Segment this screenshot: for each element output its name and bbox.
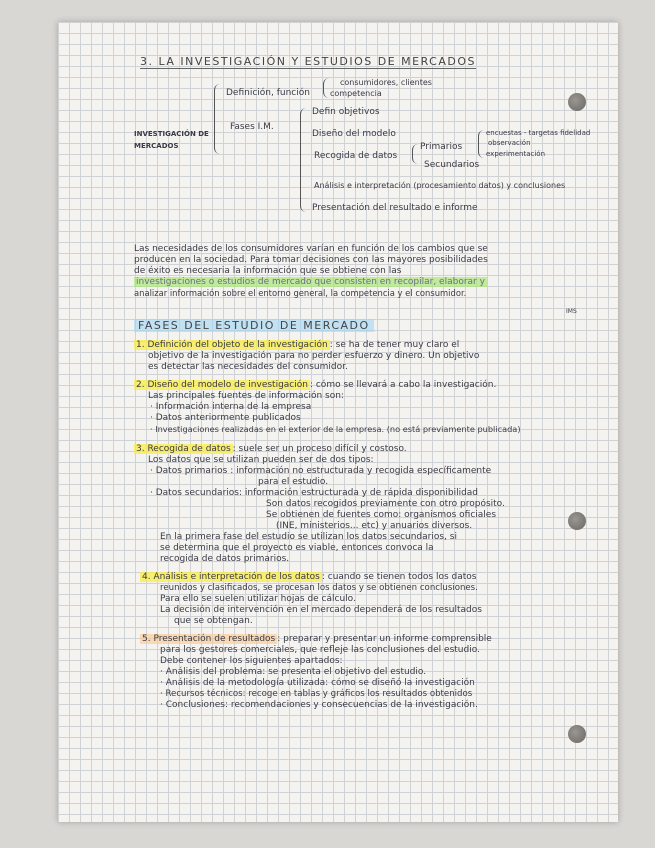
phase-line: La decisión de intervención en el mercado dependerá de los resultados xyxy=(160,605,482,615)
diagram-brace xyxy=(412,144,418,164)
phase-line: Debe contener los siguientes apartados: xyxy=(160,656,343,666)
intro-line: Las necesidades de los consumidores varían en función de los cambios que se xyxy=(134,244,488,254)
phase-title: 1. Definición del objeto de la investigación xyxy=(136,340,328,350)
diagram-fases: Fases I.M. xyxy=(230,122,274,132)
diagram-step: Presentación del resultado e informe xyxy=(312,203,478,213)
intro-mark: IMS xyxy=(566,308,577,315)
phase-line: se determina que el proyecto es viable, entonces convoca la xyxy=(160,543,434,553)
phase-1: 1. Definición del objeto de la investigación : se ha de tener muy claro el xyxy=(136,340,460,350)
phase-line: En la primera fase del estudio se utilizan los datos secundarios, si xyxy=(160,532,457,542)
phase-line: Las principales fuentes de información son: xyxy=(148,391,344,401)
phase-4: 4. Análisis e interpretación de los datos : cuando se tienen todos los datos xyxy=(142,572,477,582)
phase-line: reunidos y clasificados, se procesan los datos y se obtienen conclusiones. xyxy=(160,583,478,593)
phase-line: es detectar las necesidades del consumidor. xyxy=(148,362,348,372)
phase-2: 2. Diseño del modelo de investigación : cómo se llevará a cabo la investigación. xyxy=(136,380,497,390)
phase-title: 5. Presentación de resultados xyxy=(142,634,276,644)
phase-line: (INE, ministerios... etc) y anuarios diversos. xyxy=(276,521,473,531)
diagram-metodo: encuestas - targetas fidelidad xyxy=(486,129,591,137)
diagram-metodo: observación xyxy=(488,139,531,147)
phase-line: · Investigaciones realizadas en el exterior de la empresa. (no está previamente publicada) xyxy=(150,424,521,434)
intro-line: analizar información sobre el entorno general, la competencia y el consumidor. xyxy=(134,288,467,298)
phase-line: Son datos recogidos previamente con otro propósito. xyxy=(266,499,505,509)
phase-title: 4. Análisis e interpretación de los datos xyxy=(142,572,320,582)
page-heading: 3. LA INVESTIGACIÓN Y ESTUDIOS DE MERCADOS xyxy=(140,55,476,68)
section-title: FASES DEL ESTUDIO DE MERCADO xyxy=(134,320,374,331)
diagram-step: Defin objetivos xyxy=(312,107,380,117)
phase-line: · Conclusiones: recomendaciones y consecuencias de la investigación. xyxy=(160,700,478,710)
phase-line: · Información interna de la empresa xyxy=(150,402,312,412)
phase-title: 3. Recogida de datos xyxy=(136,444,231,454)
intro-line: investigaciones o estudios de mercado que consisten en recopilar, elaborar y xyxy=(136,277,485,287)
diagram-brace xyxy=(214,84,221,154)
phase-line: · Datos anteriormente publicados xyxy=(150,413,301,423)
binder-hole xyxy=(568,512,586,530)
phase-line: recogida de datos primarios. xyxy=(160,554,290,564)
phase-line: Para ello se suelen utilizar hojas de cálculo. xyxy=(160,594,356,604)
intro-line: de éxito es necesaria la información que se obtiene con las xyxy=(134,266,402,276)
diagram-step: Diseño del modelo xyxy=(312,129,396,139)
diagram-consumidores: consumidores, clientes xyxy=(340,78,432,87)
phase-line: · Datos secundarios: información estructurada y de rápida disponibilidad xyxy=(150,488,479,498)
binder-hole xyxy=(568,725,586,743)
phase-line: · Análisis del problema: se presenta el objetivo del estudio. xyxy=(160,667,427,677)
diagram-step: Análisis e interpretación (procesamiento datos) y conclusiones xyxy=(314,181,566,190)
diagram-secundarios: Secundarios xyxy=(424,160,480,170)
phase-line: objetivo de la investigación para no perder esfuerzo y dinero. Un objetivo xyxy=(148,351,480,361)
diagram-primarios: Primarios xyxy=(420,142,463,152)
diagram-brace xyxy=(300,108,307,212)
phase-5: 5. Presentación de resultados : preparar y presentar un informe comprensible xyxy=(142,634,492,644)
phase-line: Los datos que se utilizan pueden ser de dos tipos: xyxy=(148,455,374,465)
diagram-brace xyxy=(323,78,329,98)
phase-line: que se obtengan. xyxy=(174,616,253,626)
phase-line: · Recursos técnicos: recoge en tablas y gráficos los resultados obtenidos xyxy=(160,689,473,699)
phase-line: · Datos primarios : información no estructurada y recogida específicamente xyxy=(150,466,492,476)
diagram-metodo: experimentación xyxy=(486,150,546,158)
diagram-root: INVESTIGACIÓN DE MERCADOS xyxy=(134,130,209,150)
diagram-definicion: Definición, función xyxy=(226,88,310,98)
binder-hole xyxy=(568,93,586,111)
phase-3: 3. Recogida de datos : suele ser un proceso difícil y costoso. xyxy=(136,444,407,454)
phase-line: · Análisis de la metodología utilizada: cómo se diseñó la investigación xyxy=(160,678,475,688)
phase-line: para el estudio. xyxy=(258,477,329,487)
diagram-competencia: competencia xyxy=(330,89,382,98)
intro-line: producen en la sociedad. Para tomar decisiones con las mayores posibilidades xyxy=(134,255,488,265)
phase-line: para los gestores comerciales, que refleje las conclusiones del estudio. xyxy=(160,645,480,655)
phase-title: 2. Diseño del modelo de investigación xyxy=(136,380,308,390)
diagram-step: Recogida de datos xyxy=(314,151,398,161)
phase-line: Se obtienen de fuentes como: organismos oficiales xyxy=(266,510,497,520)
diagram-brace xyxy=(478,130,484,158)
